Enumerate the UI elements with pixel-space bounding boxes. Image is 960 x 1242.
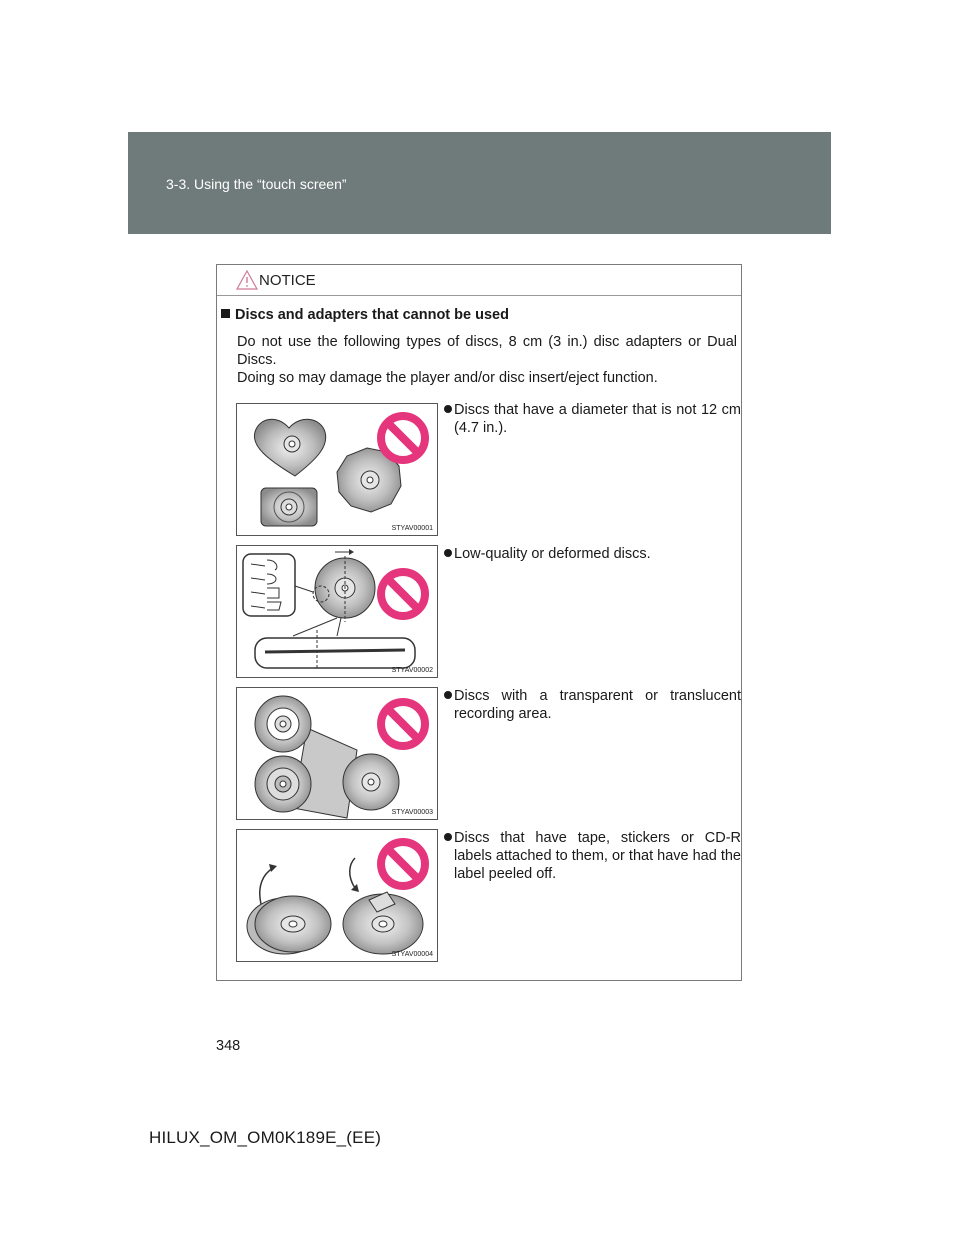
figure-deformed-discs [236,545,438,678]
deformed-disc-icon [237,546,437,677]
figure-code: STYAV00004 [391,951,433,958]
bullet-dot-icon [444,549,452,557]
bullet-dot-icon [444,405,452,413]
bullet-text: Low-quality or deformed discs. [454,546,651,562]
bullet-item [454,545,741,563]
odd-shaped-discs-icon [237,404,437,535]
page-number: 348 [216,1038,241,1054]
figure-code: STYAV00002 [391,667,433,674]
labeled-disc-icon [237,830,437,961]
notice-box [216,264,742,981]
bullet-text: Discs that have tape, stickers or CD-R labels attached to them, or that have had the label peeled off. [454,830,741,882]
figure-code: STYAV00003 [391,809,433,816]
bullet-item [454,829,741,883]
notice-label: NOTICE [259,272,316,289]
bullet-dot-icon [444,691,452,699]
section-heading [221,307,509,323]
notice-body [217,295,741,980]
square-bullet-icon [221,309,230,318]
figure-transparent-discs [236,687,438,820]
warning-triangle-icon [236,270,258,290]
figure-odd-shaped-discs [236,403,438,536]
paragraph-line: Do not use the following types of discs, 8 cm (3 in.) disc adapters or Dual Discs. [237,334,737,368]
transparent-disc-icon [237,688,437,819]
figure-labeled-discs [236,829,438,962]
bullet-text: Discs with a transparent or translucent recording area. [454,688,741,722]
document-code: HILUX_OM_OM0K189E_(EE) [149,1128,382,1147]
notice-paragraph [237,333,737,387]
bullet-text: Discs that have a diameter that is not 12 cm (4.7 in.). [454,402,741,436]
section-heading-text: Discs and adapters that cannot be used [235,307,509,323]
notice-header [217,265,741,296]
paragraph-line: Doing so may damage the player and/or disc insert/eject function. [237,370,658,386]
section-title: 3-3. Using the “touch screen” [166,176,347,192]
bullet-item [454,401,741,437]
figure-code: STYAV00001 [391,525,433,532]
bullet-dot-icon [444,833,452,841]
header-band [128,132,831,234]
bullet-item [454,687,741,723]
